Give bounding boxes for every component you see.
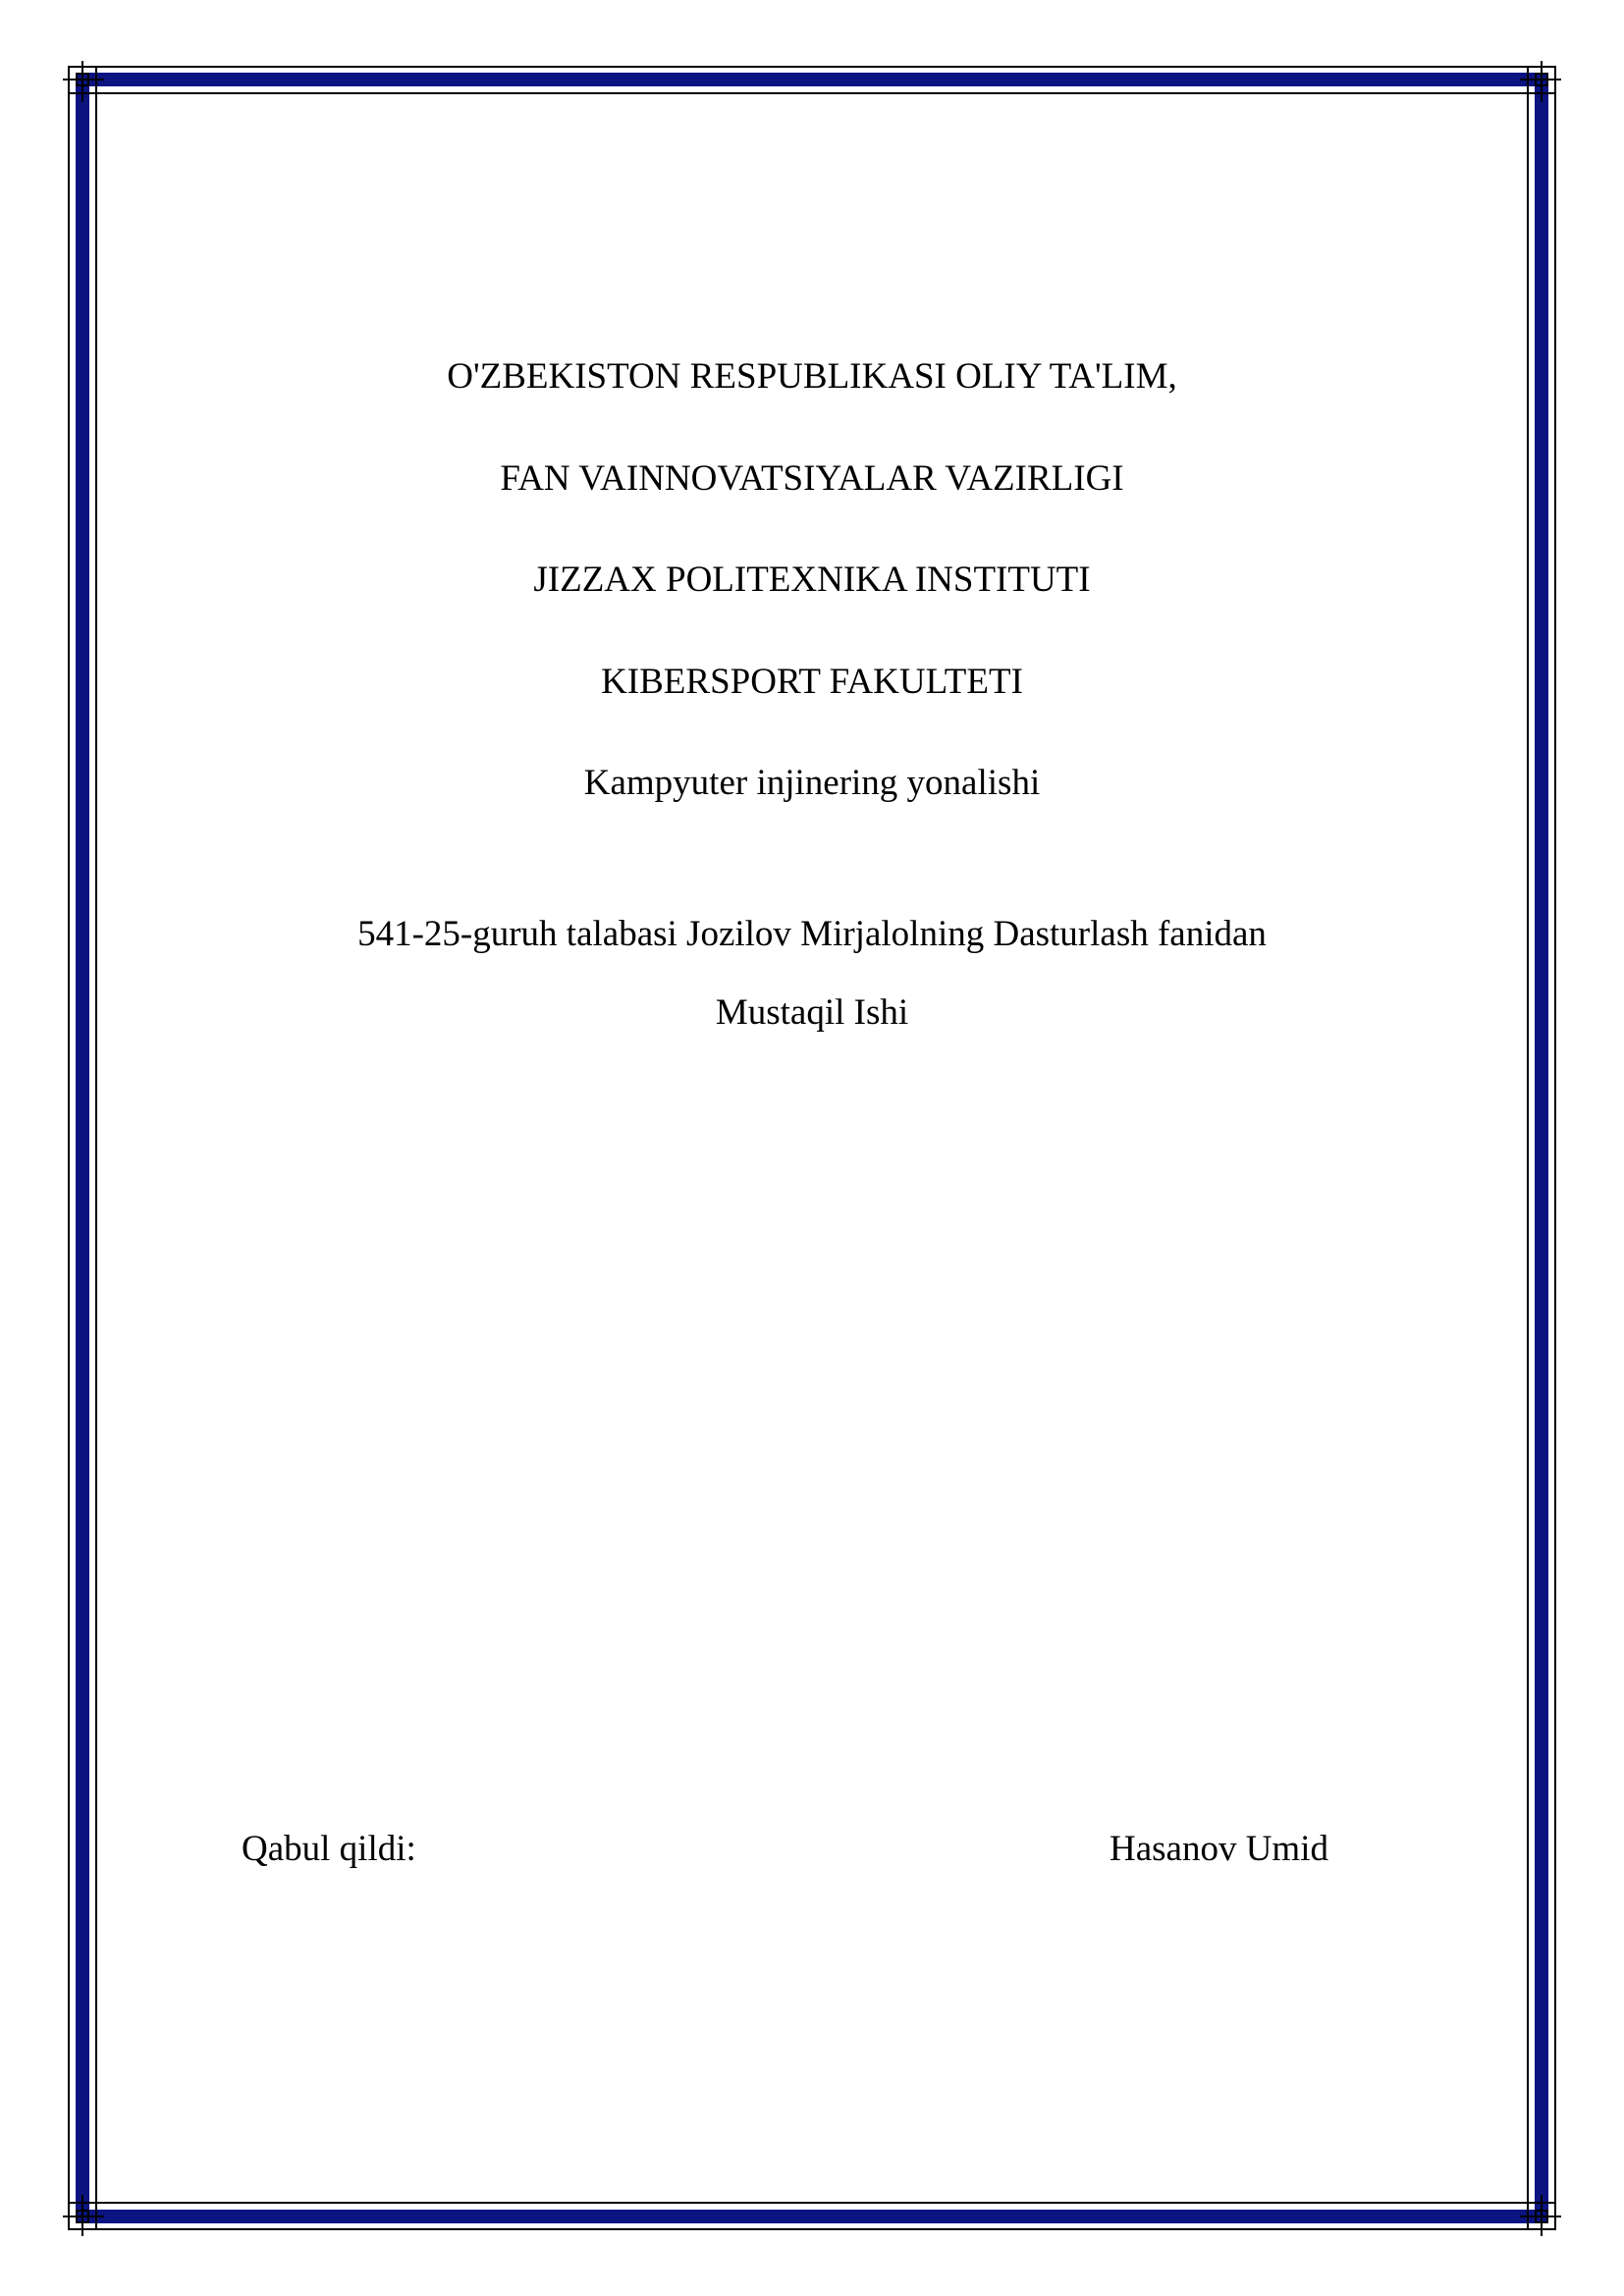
corner-ornament-bottom-left (63, 2195, 104, 2236)
border-inner-line (96, 93, 1528, 2203)
work-title: Mustaqil Ishi (715, 992, 909, 1033)
institute-name: JIZZAX POLITEXNIKA INSTITUTI (533, 560, 1091, 600)
student-line: 541-25-guruh talabasi Jozilov Mirjalolning Dasturlash fanidan (357, 914, 1267, 954)
accepted-by-label: Qabul qildi: (242, 1829, 416, 1869)
ministry-line-2: FAN VAINNOVATSIYALAR VAZIRLIGI (500, 458, 1124, 499)
faculty-name: KIBERSPORT FAKULTETI (601, 662, 1023, 702)
corner-ornament-bottom-right (1520, 2195, 1561, 2236)
ministry-line-1: O'ZBEKISTON RESPUBLIKASI OLIY TA'LIM, (447, 356, 1177, 397)
teacher-name: Hasanov Umid (1110, 1829, 1328, 1869)
border-blue-band (82, 80, 1542, 2216)
study-direction: Kampyuter injinering yonalishi (583, 763, 1041, 803)
corner-ornament-top-right (1520, 61, 1561, 102)
corner-ornament-top-left (63, 61, 104, 102)
